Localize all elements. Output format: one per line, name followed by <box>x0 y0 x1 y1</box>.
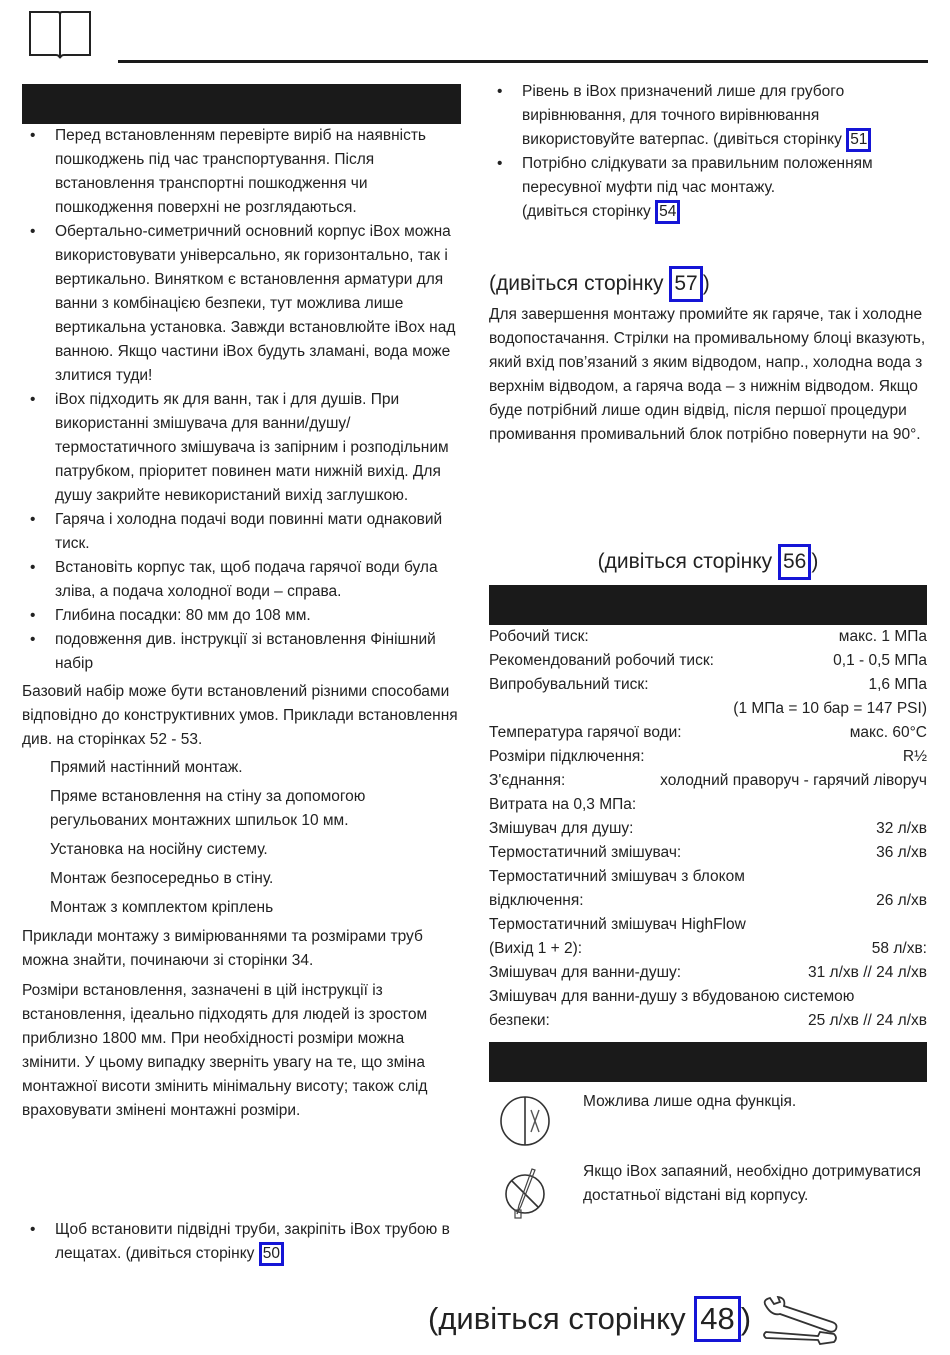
table-row <box>489 865 927 889</box>
spec-value: 31 л/хв // 24 л/хв <box>808 964 927 981</box>
list-item: • Встановіть корпус так, щоб подача гарячої води була зліва, а подача холодної води – справа. <box>22 556 462 604</box>
table-row <box>489 913 927 937</box>
bottom-left-block <box>22 1218 462 1266</box>
flush-text: Для завершення монтажу промийте як гаряче, так і холодне водопостачання. Стрілки на промивальному блоці вказують, який вхід пов’язаний з яким відводом, напр., холодна вода з верхнім відводом, а гаряча вода – з нижнім відводом. Якщо буде потрібний лише один відвід, після першої процедури промивання промивальний блок потрібно повернути на 90°. <box>489 306 926 443</box>
list-item: • Глибина посадки: 80 мм до 108 мм. <box>22 604 462 628</box>
page-ref-link[interactable]: 56 <box>778 544 811 580</box>
page-ref-link[interactable]: 51 <box>846 128 871 152</box>
spec-value: 1,6 МПа <box>868 676 927 693</box>
table-row <box>489 937 927 961</box>
list-item: • iBox підходить як для ванн, так і для душів. При використанні змішувача для ванни/душу/ термостатичного змішувача із запірним і розподільним патрубком, пріоритет повинен мати нижній вихід. Для душу закрийте невикористаний вихід заглушкою. <box>22 388 462 508</box>
header-rule <box>118 60 928 63</box>
spec-label: Робочий тиск: <box>489 628 589 645</box>
spec-label: Змішувач для ванни-душу з вбудованою системою <box>489 988 855 1005</box>
table-row <box>489 889 927 913</box>
page-ref-link[interactable]: 50 <box>259 1242 284 1266</box>
spec-value: 25 л/хв // 24 л/хв <box>808 1012 927 1029</box>
section-bar-notes <box>489 1042 927 1082</box>
list-item: • подовження див. інструкції зі встановлення Фінішний набір <box>22 628 462 676</box>
note-text: Можлива лише одна функція. <box>583 1093 797 1110</box>
no-soldering-icon <box>495 1160 557 1225</box>
footer-text: (дивіться сторінку <box>428 1301 686 1336</box>
spec-value: R½ <box>902 748 927 765</box>
dimensions-paragraph: Розміри встановлення, зазначені в цій інструкції із встановлення, ідеально підходять для людей із зростом приблизно 1800 мм. При необхідності розміри можна змінити. У цьому випадку зверніть увагу на те, що зміна монтажної висоти змінить мінімальну висоту; також слід враховувати змінені монтажні розміри. <box>22 982 428 1119</box>
install-options-paragraph: Базовий набір може бути встановлений різними способами відповідно до конструктивних умов. Приклади встановлення див. на сторінках 52 - 53. <box>22 683 458 748</box>
table-row <box>489 769 927 793</box>
spec-value: макс. 1 МПа <box>838 628 927 645</box>
table-row <box>489 961 927 985</box>
table-row <box>489 673 927 697</box>
list-item: • Перед встановленням перевірте виріб на наявність пошкоджень під час транспортування. Після встановлення транспортні пошкодження чи пошкодження поверхні не розглядаються. <box>22 124 462 220</box>
spec-value: холодний праворуч - гарячий ліворуч <box>660 772 927 789</box>
safety-bullet-list <box>22 124 462 676</box>
left-column <box>22 124 462 1123</box>
list-item: • Гаряча і холодна подачі води повинні мати однаковий тиск. <box>22 508 462 556</box>
table-row <box>489 1009 927 1033</box>
list-item <box>489 152 927 224</box>
spec-value: 0,1 - 0,5 МПа <box>833 652 927 669</box>
list-item: Прямий настінний монтаж. <box>50 759 243 776</box>
spec-label: Розміри підключення: <box>489 748 645 765</box>
footer-page-ref: (дивіться сторінку 48 ) <box>428 1293 751 1345</box>
spec-value: 32 л/хв <box>876 820 927 837</box>
one-function-icon <box>495 1090 557 1160</box>
spec-label: Випробувальний тиск: <box>489 676 649 693</box>
list-item: Монтаж з комплектом кріплень <box>50 899 274 916</box>
note-text: Якщо iBox запаяний, необхідно дотримуватися достатньої відстані від корпусу. <box>583 1163 921 1204</box>
spec-label: Термостатичний змішувач з блоком <box>489 868 745 885</box>
spec-label: Змішувач для ванни-душу: <box>489 964 682 981</box>
spec-label: Витрата на 0,3 МПа: <box>489 796 637 813</box>
spec-value: 26 л/хв <box>876 892 927 909</box>
spec-value: 36 л/хв <box>876 844 927 861</box>
list-item: Пряме встановлення на стіну за допомогою регульованих монтажних шпильок 10 мм. <box>50 788 366 829</box>
spec-label: (Вихід 1 + 2): <box>489 940 583 957</box>
table-row <box>489 841 927 865</box>
table-row <box>489 745 927 769</box>
page-ref-link[interactable]: 54 <box>655 200 680 224</box>
note-item <box>495 1160 925 1225</box>
spec-label: Температура гарячої води: <box>489 724 682 741</box>
install-types-list <box>22 756 462 920</box>
table-row <box>489 649 927 673</box>
section-bar-specs <box>489 585 927 625</box>
book-icon <box>28 8 92 60</box>
specs-heading-text: (дивіться сторінку <box>597 550 773 573</box>
tools-icon <box>760 1296 840 1348</box>
spec-label: Рекомендований робочий тиск: <box>489 652 714 669</box>
table-row <box>489 721 927 745</box>
page-ref-link[interactable]: 48 <box>694 1296 740 1342</box>
page-ref-link[interactable]: 57 <box>669 266 702 302</box>
specs-heading: (дивіться сторінку 56 ) <box>489 544 927 580</box>
list-item <box>22 1218 462 1266</box>
examples-paragraph: Приклади монтажу з вимірюваннями та розмірами труб можна знайти, починаючи зі сторінки 34. <box>22 928 423 969</box>
table-row <box>489 697 927 721</box>
section-bar-left <box>22 84 461 124</box>
spec-value: (1 МПа = 10 бар = 147 PSI) <box>733 700 927 717</box>
level-instruction: Рівень в iBox призначений лише для грубого вирівнювання, для точного вирівнювання використовуйте ватерпас. (дивіться сторінку <box>522 83 845 148</box>
spec-label: безпеки: <box>489 1012 550 1029</box>
spec-label: Термостатичний змішувач: <box>489 844 682 861</box>
page-ref-text: (дивіться сторінку <box>522 203 651 220</box>
spec-label: Змішувач для душу: <box>489 820 634 837</box>
table-row <box>489 985 927 1009</box>
spec-label: Термостатичний змішувач HighFlow <box>489 916 746 933</box>
table-row <box>489 817 927 841</box>
flush-heading-text: (дивіться сторінку <box>489 272 664 295</box>
spec-value: 58 л/хв: <box>871 940 927 957</box>
list-item: Монтаж безпосередньо в стіну. <box>50 870 274 887</box>
vise-instruction: Щоб встановити підвідні труби, закріпіть iBox трубою в лещатах. (дивіться сторінку <box>55 1221 450 1262</box>
specs-table <box>489 625 927 1033</box>
sleeve-instruction: Потрібно слідкувати за правильним положенням пересувної муфти під час монтажу. <box>522 155 873 196</box>
flush-heading: (дивіться сторінку 57 ) <box>489 266 929 302</box>
note-item <box>495 1090 925 1160</box>
right-bullets <box>489 80 927 224</box>
list-item <box>489 80 927 152</box>
spec-label: відключення: <box>489 892 584 909</box>
notes-list <box>495 1090 925 1225</box>
list-item: • Обертально-симетричний основний корпус iBox можна використовувати універсально, як горизонтально, так і вертикально. Винятком є встановлення арматури для ванни з комбінацією безпеки, тут можлива лише вертикальна установка. Завжди встановлюйте iBox над ванною. Якщо частини iBox будуть зламані, вода може злитися туди! <box>22 220 462 388</box>
spec-value: макс. 60°C <box>849 724 927 741</box>
spec-label: З'єднання: <box>489 772 566 789</box>
table-row <box>489 625 927 649</box>
list-item: Установка на носійну систему. <box>50 841 268 858</box>
table-row <box>489 793 927 817</box>
